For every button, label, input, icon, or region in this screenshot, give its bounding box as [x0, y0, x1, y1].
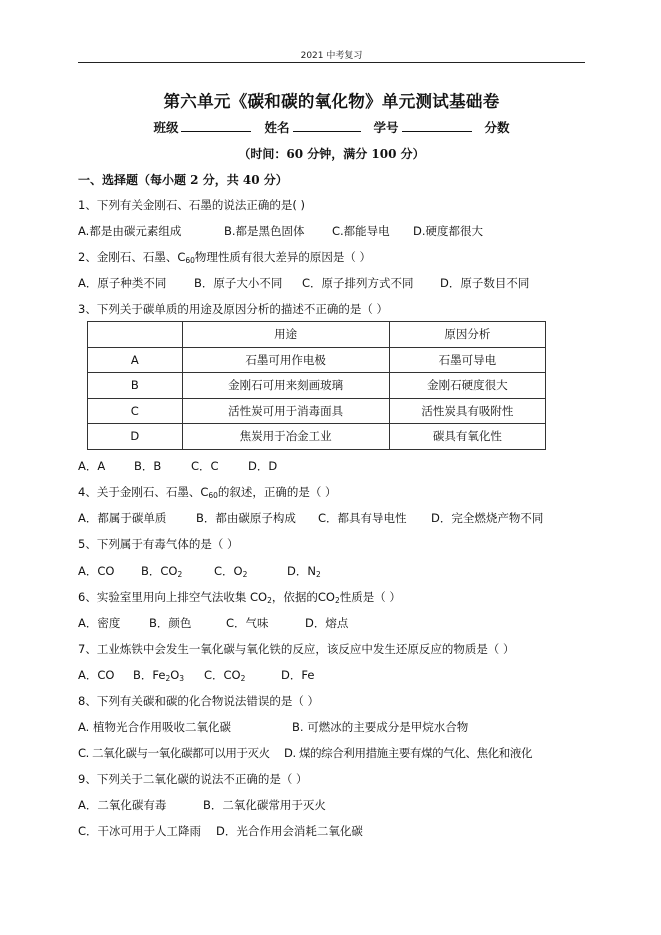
q6-option-b[interactable]: B．颜色	[149, 616, 192, 630]
class-blank[interactable]	[181, 119, 251, 132]
q9-option-d[interactable]: D．光合作用会消耗二氧化碳	[216, 824, 363, 838]
question-5-stem: 5、下列属于有毒气体的是（ ）	[78, 537, 239, 551]
q3-option-d[interactable]: D．D	[248, 459, 278, 473]
table-cell: D	[88, 424, 183, 450]
q5-b-sub: 2	[177, 570, 183, 579]
q7-option-b[interactable]	[133, 667, 184, 683]
q8-option-a[interactable]: A. 植物光合作用吸收二氧化碳	[78, 720, 231, 734]
q9-option-a[interactable]: A．二氧化碳有毒	[78, 798, 167, 812]
table-header-cell: 原因分析	[389, 322, 545, 348]
q6-stem-mid: ，依据的CO	[271, 590, 335, 604]
q5-d-sub: 2	[315, 570, 321, 579]
question-6-stem	[78, 589, 401, 605]
q6-stem-sub2: 2	[334, 596, 340, 605]
q9-option-c[interactable]: C．干冰可用于人工降雨	[78, 824, 202, 838]
q7-d-text: D．Fe	[281, 668, 315, 682]
question-9-stem: 9、下列关于二氧化碳的说法不正确的是（ ）	[78, 772, 308, 786]
table-cell: B	[88, 373, 183, 399]
q2-option-d[interactable]: D．原子数目不同	[440, 276, 530, 290]
exam-time-note: （时间：60 分钟，满分 100 分）	[238, 147, 425, 161]
table-cell: 活性炭可用于消毒面具	[182, 398, 389, 424]
q2-option-c[interactable]: C．原子排列方式不同	[302, 276, 414, 290]
q5-b-text: B．CO	[141, 564, 178, 578]
header-divider	[78, 62, 585, 63]
q2-option-a[interactable]: A．原子种类不同	[78, 276, 167, 290]
id-label: 学号	[373, 120, 399, 135]
table-cell: 金刚石硬度很大	[389, 373, 545, 399]
q2-option-b[interactable]: B．原子大小不同	[194, 276, 283, 290]
q5-option-a[interactable]	[78, 563, 114, 579]
q1-option-c[interactable]: C.都能导电	[332, 224, 390, 238]
q2-stem-pre: 2、金刚石、石墨、C	[78, 250, 186, 264]
q7-c-sub: 2	[240, 674, 246, 683]
q6-stem-pre: 6、实验室里用向上排空气法收集 CO	[78, 590, 268, 604]
question-1-stem: 1、下列有关金刚石、石墨的说法正确的是( )	[78, 198, 305, 212]
section-heading-choice: 一、选择题（每小题 2 分，共 40 分）	[78, 173, 288, 187]
score-label: 分数	[484, 120, 510, 135]
q4-stem-pre: 4、关于金刚石、石墨、C	[78, 485, 209, 499]
q6-stem-sub1: 2	[267, 596, 272, 605]
q6-option-c[interactable]: C．气味	[226, 616, 269, 630]
q4-stem-sub: 60	[208, 491, 218, 500]
q7-option-d[interactable]	[281, 667, 314, 683]
table-cell: 活性炭具有吸附性	[389, 398, 545, 424]
question-4-stem	[78, 484, 337, 500]
q3-option-c[interactable]: C．C	[191, 459, 219, 473]
class-label: 班级	[153, 120, 179, 135]
table-row	[88, 347, 546, 373]
question-8-stem: 8、下列有关碳和碳的化合物说法错误的是（ ）	[78, 694, 319, 708]
q6-option-d[interactable]: D．熔点	[305, 616, 349, 630]
q8-option-d[interactable]: D. 煤的综合利用措施主要有煤的气化、焦化和液化	[284, 746, 533, 760]
table-header-row	[88, 322, 546, 348]
table-row	[88, 373, 546, 399]
q7-b-mid: O	[170, 668, 180, 682]
q4-option-b[interactable]: B．都由碳原子构成	[196, 511, 296, 525]
table-row	[88, 424, 546, 450]
q4-option-c[interactable]: C．都具有导电性	[318, 511, 407, 525]
q5-c-sub: 2	[242, 570, 248, 579]
q7-b-sub2: 3	[179, 674, 185, 683]
question-3-stem: 3、下列关于碳单质的用途及原因分析的描述不正确的是（ ）	[78, 302, 388, 316]
id-blank[interactable]	[402, 119, 472, 132]
name-label: 姓名	[264, 120, 290, 135]
q4-option-a[interactable]: A．都属于碳单质	[78, 511, 167, 525]
student-info-line	[78, 118, 585, 136]
q1-option-b[interactable]: B.都是黑色固体	[224, 224, 305, 238]
table-cell: 碳具有氧化性	[389, 424, 545, 450]
q7-c-text: C．CO	[204, 668, 241, 682]
table-cell: 石墨可用作电极	[182, 347, 389, 373]
question-3-table	[87, 321, 546, 450]
q7-b-sub1: 2	[165, 674, 171, 683]
q7-b-text: B．Fe	[133, 668, 166, 682]
q1-option-a[interactable]: A.都是由碳元素组成	[78, 224, 182, 238]
q5-c-text: C．O	[214, 564, 243, 578]
q6-option-a[interactable]: A．密度	[78, 616, 121, 630]
q1-option-d[interactable]: D.硬度都很大	[413, 224, 484, 238]
question-7-stem: 7、工业炼铁中会发生一氧化碳与氧化铁的反应，该反应中发生还原反应的物质是（ ）	[78, 642, 515, 656]
q5-option-b[interactable]	[141, 563, 182, 579]
table-cell: 石墨可导电	[389, 347, 545, 373]
table-row	[88, 398, 546, 424]
q5-d-text: D．N	[287, 564, 316, 578]
q3-option-b[interactable]: B．B	[134, 459, 162, 473]
q8-option-b[interactable]: B. 可燃冰的主要成分是甲烷水合物	[292, 720, 469, 734]
page-title: 第六单元《碳和碳的氧化物》单元测试基础卷	[163, 92, 500, 111]
name-blank[interactable]	[293, 119, 361, 132]
q5-option-d[interactable]	[287, 563, 321, 579]
table-cell: A	[88, 347, 183, 373]
page-header: 2021 中考复习	[300, 51, 363, 61]
q5-a-text: A．CO	[78, 564, 115, 578]
table-cell: 焦炭用于冶金工业	[182, 424, 389, 450]
q3-option-a[interactable]: A．A	[78, 459, 106, 473]
table-cell: C	[88, 398, 183, 424]
question-2-stem	[78, 249, 371, 265]
q2-stem-post: 物理性质有很大差异的原因是（ ）	[194, 250, 372, 264]
q2-stem-sub: 60	[185, 256, 195, 265]
q7-option-a[interactable]	[78, 667, 114, 683]
q7-a-text: A．CO	[78, 668, 115, 682]
q4-stem-post: 的叙述，正确的是（ ）	[217, 485, 337, 499]
q4-option-d[interactable]: D．完全燃烧产物不同	[431, 511, 544, 525]
q9-option-b[interactable]: B．二氧化碳常用于灭火	[203, 798, 326, 812]
q7-option-c[interactable]	[204, 667, 245, 683]
table-header-cell: 用途	[182, 322, 389, 348]
table-cell: 金刚石可用来刻画玻璃	[182, 373, 389, 399]
q5-option-c[interactable]	[214, 563, 247, 579]
q6-stem-post: 性质是（ ）	[339, 590, 401, 604]
table-header-cell	[88, 322, 183, 348]
q8-option-c[interactable]: C. 二氧化碳与一氧化碳都可以用于灭火	[78, 746, 270, 760]
